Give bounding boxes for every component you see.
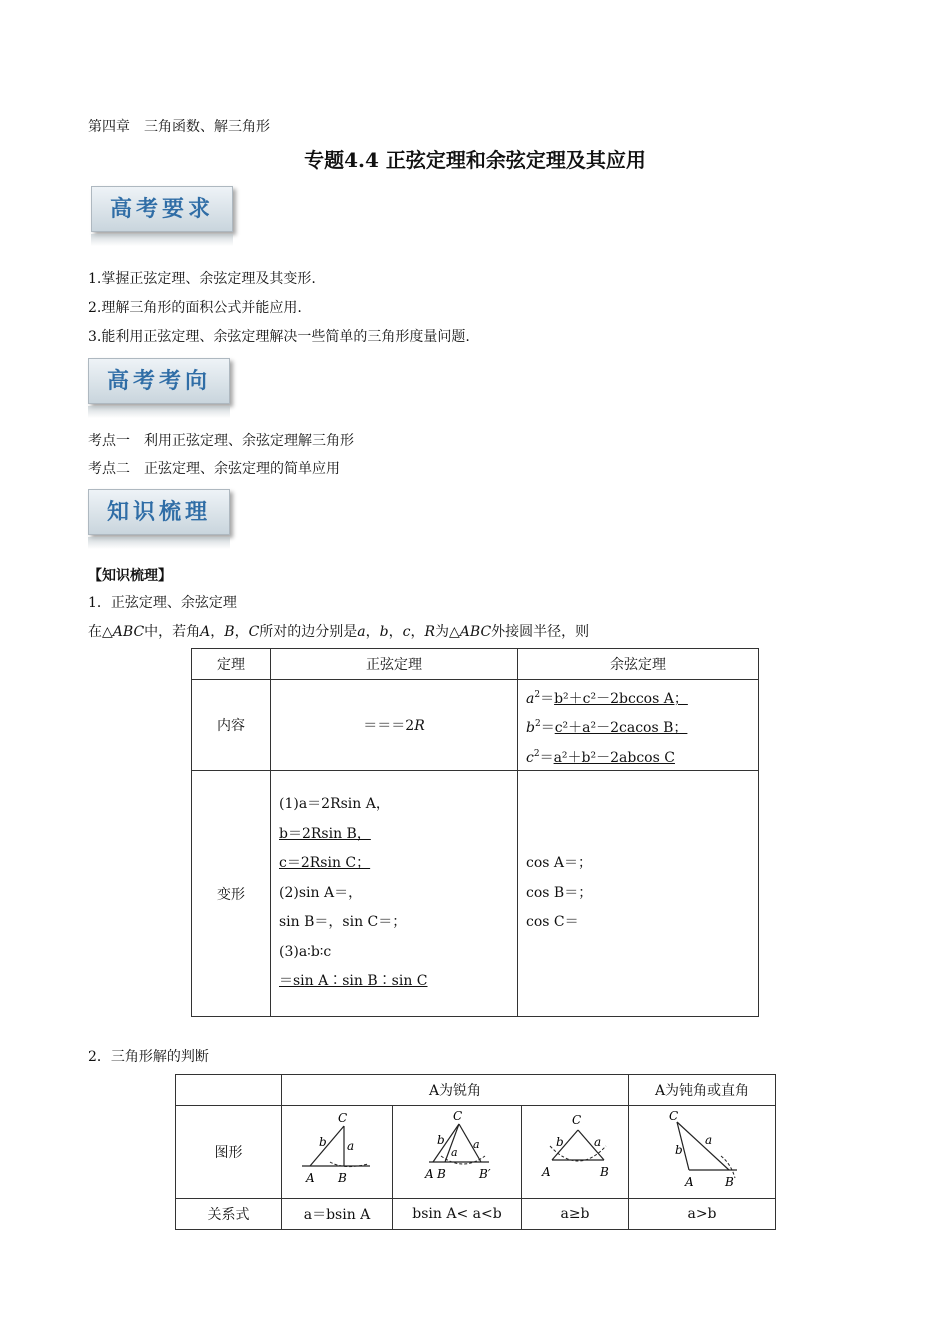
- svg-text:C: C: [453, 1109, 463, 1123]
- cosine-law-variants: [518, 771, 759, 1017]
- variant-line: b＝2Rsin B，: [279, 825, 371, 842]
- variant-line: cos A＝；: [526, 855, 593, 872]
- row-label-content: 内容: [192, 680, 271, 771]
- solution-table: [175, 1074, 776, 1230]
- empty-header: [176, 1075, 282, 1106]
- section-heading: 【知识梳理】: [88, 568, 172, 584]
- variant-line: (3)a∶b∶c: [279, 943, 332, 960]
- row-label-figure: 图形: [176, 1106, 282, 1199]
- svg-text:a: a: [347, 1139, 355, 1153]
- figure-cell: [522, 1106, 629, 1199]
- cosine-line: $c^2=a^2+b^2-2abcos$ C: [526, 748, 675, 766]
- cosine-law-content: [518, 680, 759, 771]
- variant-line: c＝2Rsin C；: [279, 855, 371, 872]
- cosine-line: $a^2=b^2+c^2-2bccos$ A；: [526, 689, 688, 707]
- svg-text:B′: B′: [479, 1167, 491, 1181]
- header-cosine-law: 余弦定理: [518, 649, 759, 680]
- svg-text:a: a: [705, 1133, 713, 1147]
- svg-text:a: a: [594, 1135, 602, 1149]
- triangle-figure-4: [629, 1106, 775, 1194]
- banner-knowledge: 知识梳理: [88, 489, 230, 535]
- triangle-figure-3: [522, 1106, 628, 1194]
- svg-text:A: A: [542, 1165, 551, 1179]
- relation-cell: a>b: [629, 1199, 776, 1230]
- svg-text:A: A: [306, 1171, 315, 1185]
- relation-cell: a≥b: [522, 1199, 629, 1230]
- svg-text:a: a: [473, 1138, 480, 1151]
- svg-text:C: C: [338, 1111, 348, 1125]
- svg-text:b: b: [437, 1133, 445, 1147]
- direction-item: 考点二 正弦定理、余弦定理的简单应用: [88, 461, 340, 477]
- variant-line: (2)sin A＝，: [279, 884, 363, 901]
- figure-cell: [393, 1106, 522, 1199]
- svg-text:C: C: [572, 1113, 582, 1127]
- variant-line: cos C＝: [526, 914, 579, 931]
- banner-reflection: [91, 234, 233, 246]
- svg-text:b: b: [675, 1143, 683, 1157]
- svg-text:a: a: [451, 1146, 458, 1159]
- section-1-title: 1．正弦定理、余弦定理: [88, 595, 237, 611]
- triangle-figure-1: [282, 1106, 392, 1194]
- variant-line: sin B＝，sin C＝；: [279, 914, 407, 931]
- direction-item: 考点一 利用正弦定理、余弦定理解三角形: [88, 433, 354, 449]
- triangle-figure-2: [393, 1106, 521, 1194]
- svg-text:B: B: [338, 1171, 347, 1185]
- svg-text:b: b: [319, 1135, 327, 1149]
- figure-cell: [282, 1106, 393, 1199]
- requirement-item: 3.能利用正弦定理、余弦定理解决一些简单的三角形度量问题.: [88, 329, 470, 345]
- variant-line: ＝sin A∶sin B∶sin C: [279, 973, 428, 990]
- sine-law-variants: [271, 771, 518, 1017]
- header-sine-law: 正弦定理: [271, 649, 518, 680]
- svg-text:B: B: [437, 1167, 446, 1181]
- figure-cell: [629, 1106, 776, 1199]
- banner-reflection: [88, 406, 230, 418]
- svg-text:B: B: [725, 1175, 734, 1189]
- banner-requirements: 高考要求: [91, 186, 233, 232]
- requirement-item: 1.掌握正弦定理、余弦定理及其变形.: [88, 271, 316, 287]
- relation-cell: a＝bsin A: [282, 1199, 393, 1230]
- theorem-table: [191, 648, 759, 1017]
- variant-line: (1)a＝2Rsin A，: [279, 796, 390, 813]
- svg-text:A: A: [685, 1175, 694, 1189]
- banner-reflection: [88, 537, 230, 549]
- header-obtuse: A为钝角或直角: [629, 1075, 776, 1106]
- section-2-title: 2．三角形解的判断: [88, 1049, 209, 1065]
- chapter-label: 第四章 三角函数、解三角形: [88, 119, 270, 135]
- cosine-line: $b^2=c^2+a^2-2cacos$ B；: [526, 719, 688, 737]
- header-theorem: 定理: [192, 649, 271, 680]
- svg-text:B: B: [600, 1165, 609, 1179]
- row-label-variant: 变形: [192, 771, 271, 1017]
- requirement-item: 2.理解三角形的面积公式并能应用.: [88, 300, 302, 316]
- variant-line: cos B＝；: [526, 884, 593, 901]
- page-title: 专题4.4 正弦定理和余弦定理及其应用: [304, 148, 646, 172]
- row-label-relation: 关系式: [176, 1199, 282, 1230]
- svg-text:A: A: [425, 1167, 434, 1181]
- header-acute: A为锐角: [282, 1075, 629, 1106]
- sine-law-content: ＝＝＝2R: [271, 680, 518, 771]
- svg-text:C: C: [669, 1109, 679, 1123]
- svg-text:b: b: [556, 1135, 564, 1149]
- banner-directions: 高考考向: [88, 358, 230, 404]
- section-1-intro: 在△ABC中，若角A，B，C所对的边分别是a，b，c，R为△ABC外接圆半径，则: [88, 624, 590, 640]
- relation-cell: bsin A< a<b: [393, 1199, 522, 1230]
